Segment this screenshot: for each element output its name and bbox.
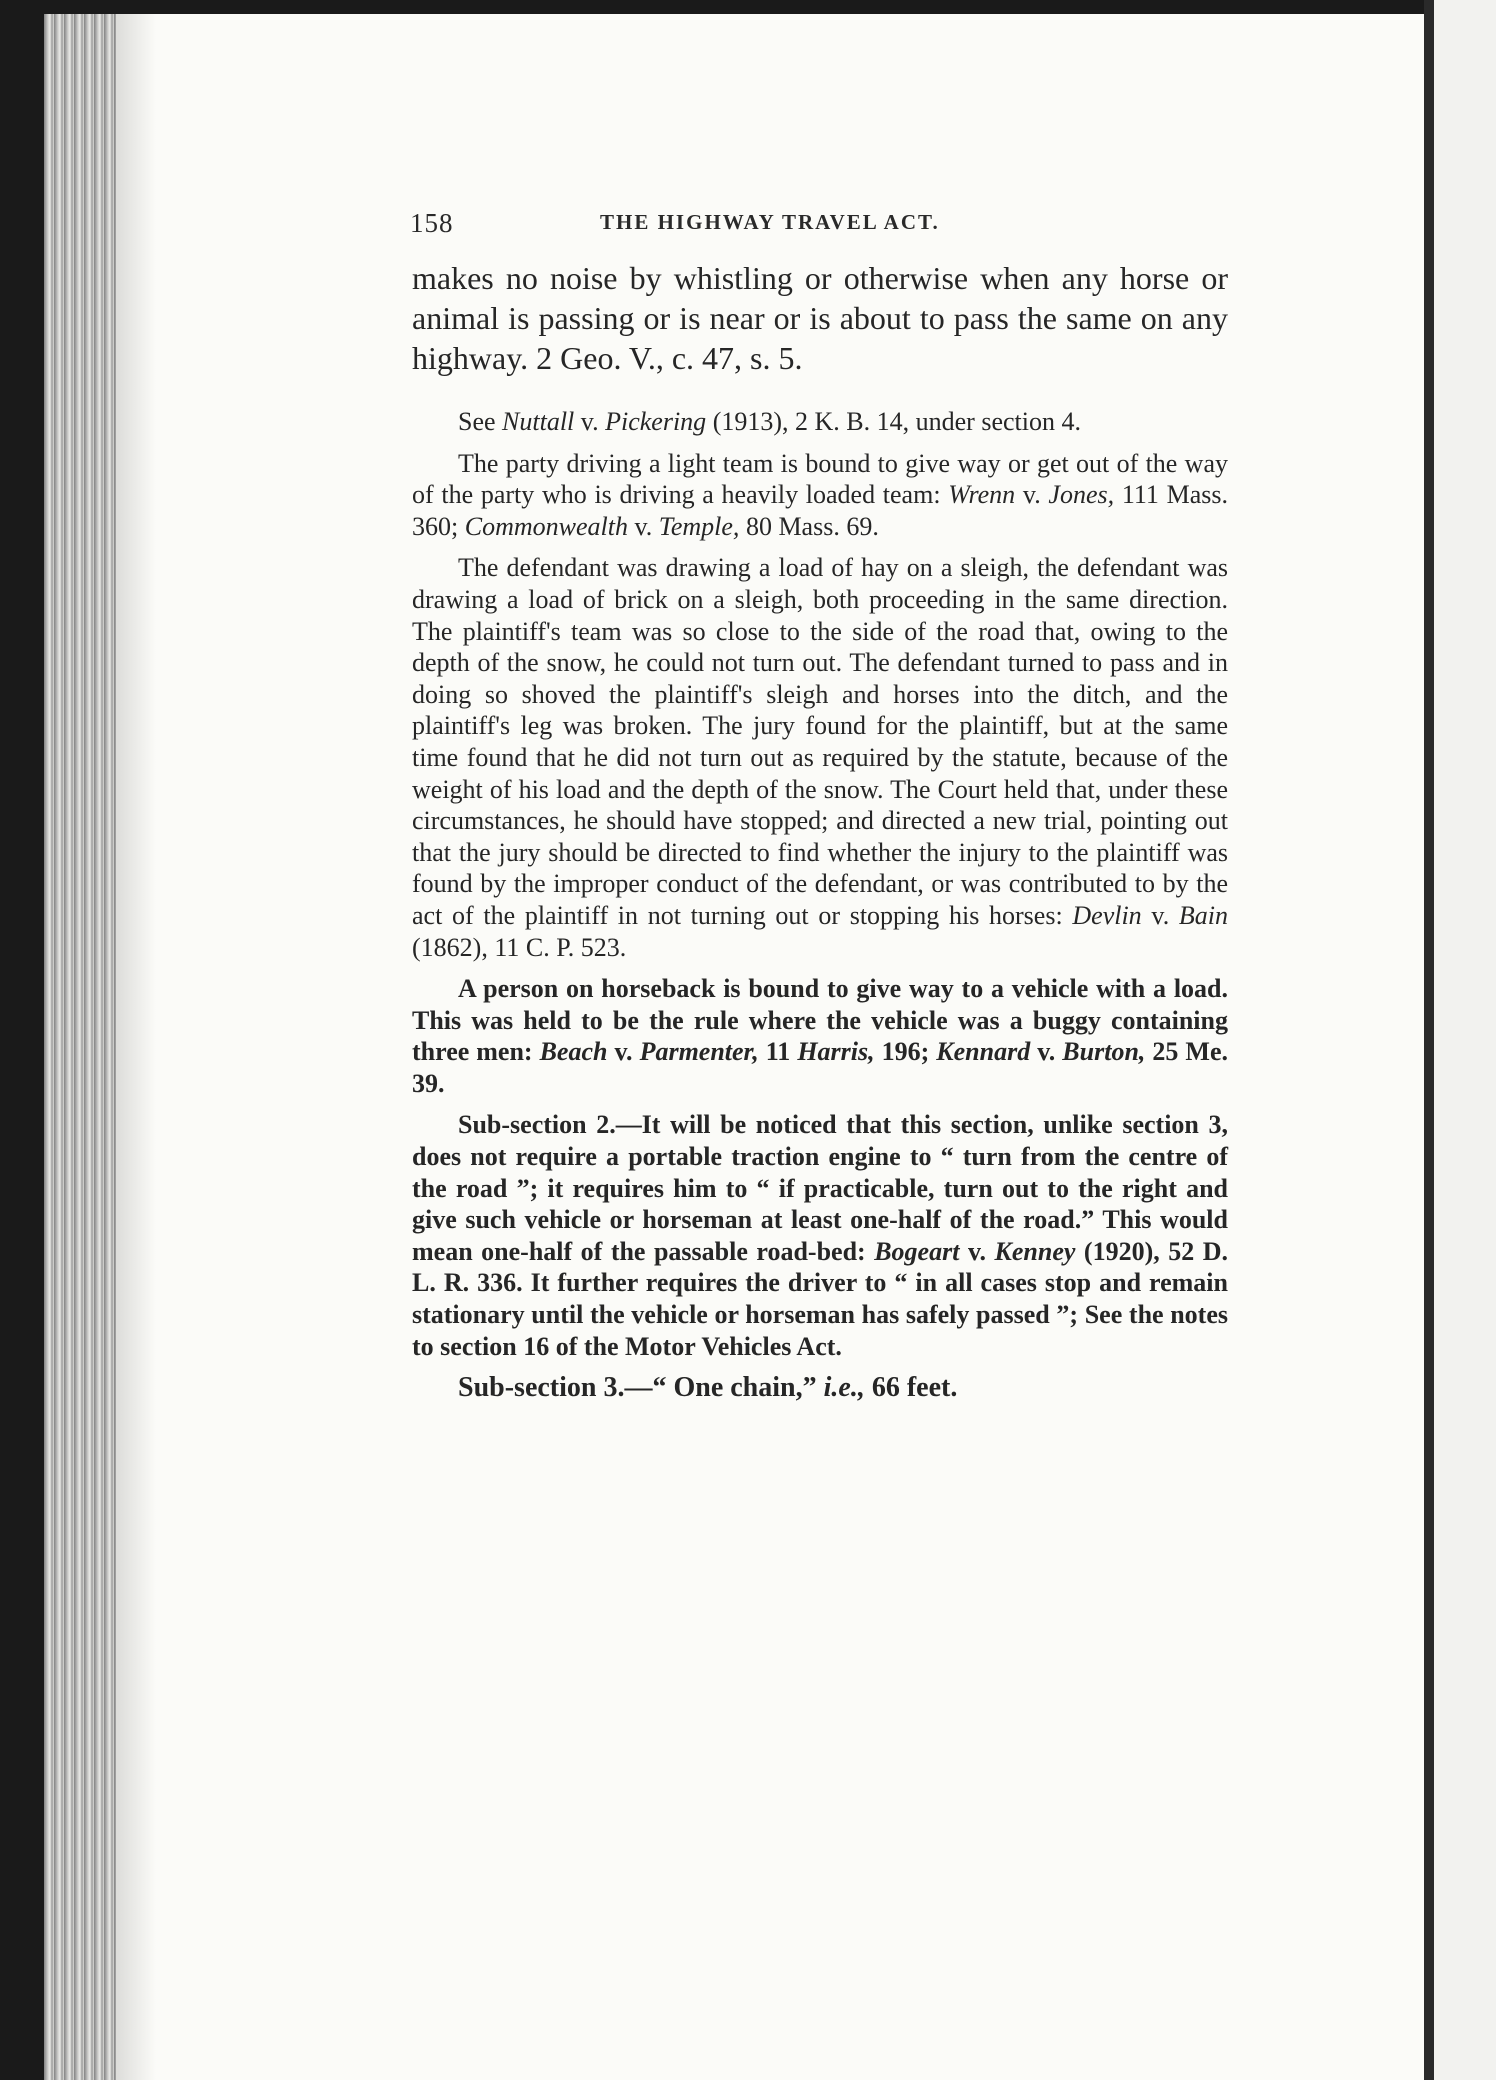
note-text: See — [458, 407, 503, 436]
facing-page-edge — [1434, 0, 1496, 2080]
case-name: Temple, — [658, 511, 740, 541]
case-name: Kennard — [936, 1037, 1031, 1067]
note-text: Sub-section 2.—It will be noticed that this section, unlike section 3, does not require a portable traction engine to “ turn from the centre of the road ”; it requires him to “ if practicable, turn out to the right and give such vehicle or horseman at least one-half of the road.” This would mean one-half of the passable road-bed: — [412, 1110, 1228, 1266]
case-name: Beach — [539, 1037, 608, 1067]
note-text: Sub-section 3.—“ One chain,” — [458, 1372, 824, 1404]
note-paragraph-6 — [412, 1372, 1228, 1404]
note-text: (1862), 11 C. P. 523. — [412, 932, 627, 962]
note-text: 25 Me. 39. — [412, 1037, 1228, 1098]
page-number: 158 — [410, 208, 454, 238]
note-text: 80 Mass. 69. — [739, 511, 879, 541]
note-paragraph-4 — [412, 973, 1228, 1099]
note-text: v. — [574, 407, 606, 436]
case-name: Commonwealth — [464, 511, 628, 541]
note-paragraph-3 — [412, 552, 1228, 963]
case-name: Bogeart — [874, 1236, 960, 1266]
case-name: Pickering — [605, 407, 707, 436]
note-text: v. — [627, 511, 659, 541]
note-text: 196; — [874, 1037, 937, 1067]
case-name: Devlin — [1072, 900, 1142, 930]
case-name: Nuttall — [502, 407, 575, 436]
case-name: Wrenn — [948, 480, 1016, 510]
binding-shadow — [116, 14, 156, 2080]
case-name: Harris, — [797, 1037, 875, 1067]
page-body — [412, 258, 1228, 1404]
note-text: v. — [959, 1236, 995, 1266]
note-text: The party driving a light team is bound to give way or get out of the way of the party who is driving a heavily loaded team: — [412, 448, 1228, 510]
running-head — [410, 208, 1230, 242]
note-text: v. — [607, 1037, 640, 1067]
note-text: 66 feet. — [864, 1372, 958, 1404]
case-name: Burton, — [1062, 1037, 1146, 1067]
book-gutter — [1424, 0, 1434, 2080]
abbreviation: i.e., — [823, 1372, 865, 1404]
note-text: The defendant was drawing a load of hay on a sleigh, the defendant was drawing a load of brick on a sleigh, both proceeding in the same direction. The plaintiff's team was so close to the side of the road that, owing to the depth of the snow, he could not turn out. The defendant turned to pass and in doing so shoved the plaintiff's sleigh and horses into the ditch, and the plaintiff's leg was broken. The jury found for the plaintiff, but at the same time found that he did not turn out as required by the statute, because of the weight of his load and the depth of the snow. The Court held that, under these circumstances, he should have stopped; and directed a new trial, pointing out that the jury should be directed to find whether the injury to the plaintiff was found by the improper conduct of the defendant, or was contributed to by the act of the plaintiff in not turning out or stopping his horses: — [412, 553, 1228, 930]
note-text: (1920), 52 D. L. R. 336. It further requires the driver to “ in all cases stop and remain stationary until the vehicle or horseman has safely passed ”; See the notes to section 16 of the Motor Vehicles Act. — [412, 1236, 1228, 1361]
case-name: Jones, — [1048, 480, 1115, 510]
note-text: v. — [1015, 480, 1049, 510]
note-text: 11 — [758, 1037, 798, 1067]
case-name: Parmenter, — [639, 1037, 759, 1067]
note-paragraph-1 — [412, 406, 1228, 438]
note-paragraph-2 — [412, 448, 1228, 543]
running-title: THE HIGHWAY TRAVEL ACT. — [600, 210, 940, 234]
case-name: Bain — [1178, 900, 1229, 930]
note-paragraph-5 — [412, 1109, 1228, 1362]
note-text: v. — [1030, 1037, 1063, 1067]
case-name: Kenney — [994, 1236, 1076, 1266]
statute-text: makes no noise by whistling or otherwise when any horse or animal is passing or is near or is about to pass the same on any highway. 2 Geo. V., c. 47, s. 5. — [412, 260, 1228, 376]
note-text: (1913), 2 K. B. 14, under section 4. — [706, 407, 1081, 436]
note-text: v. — [1141, 900, 1179, 930]
page-stack-edges — [44, 14, 116, 2080]
note-text: A person on horseback is bound to give way to a vehicle with a load. This was held to be the rule where the vehicle was a buggy containing three men: — [412, 974, 1228, 1067]
note-text: 111 Mass. 360; — [412, 480, 1229, 541]
